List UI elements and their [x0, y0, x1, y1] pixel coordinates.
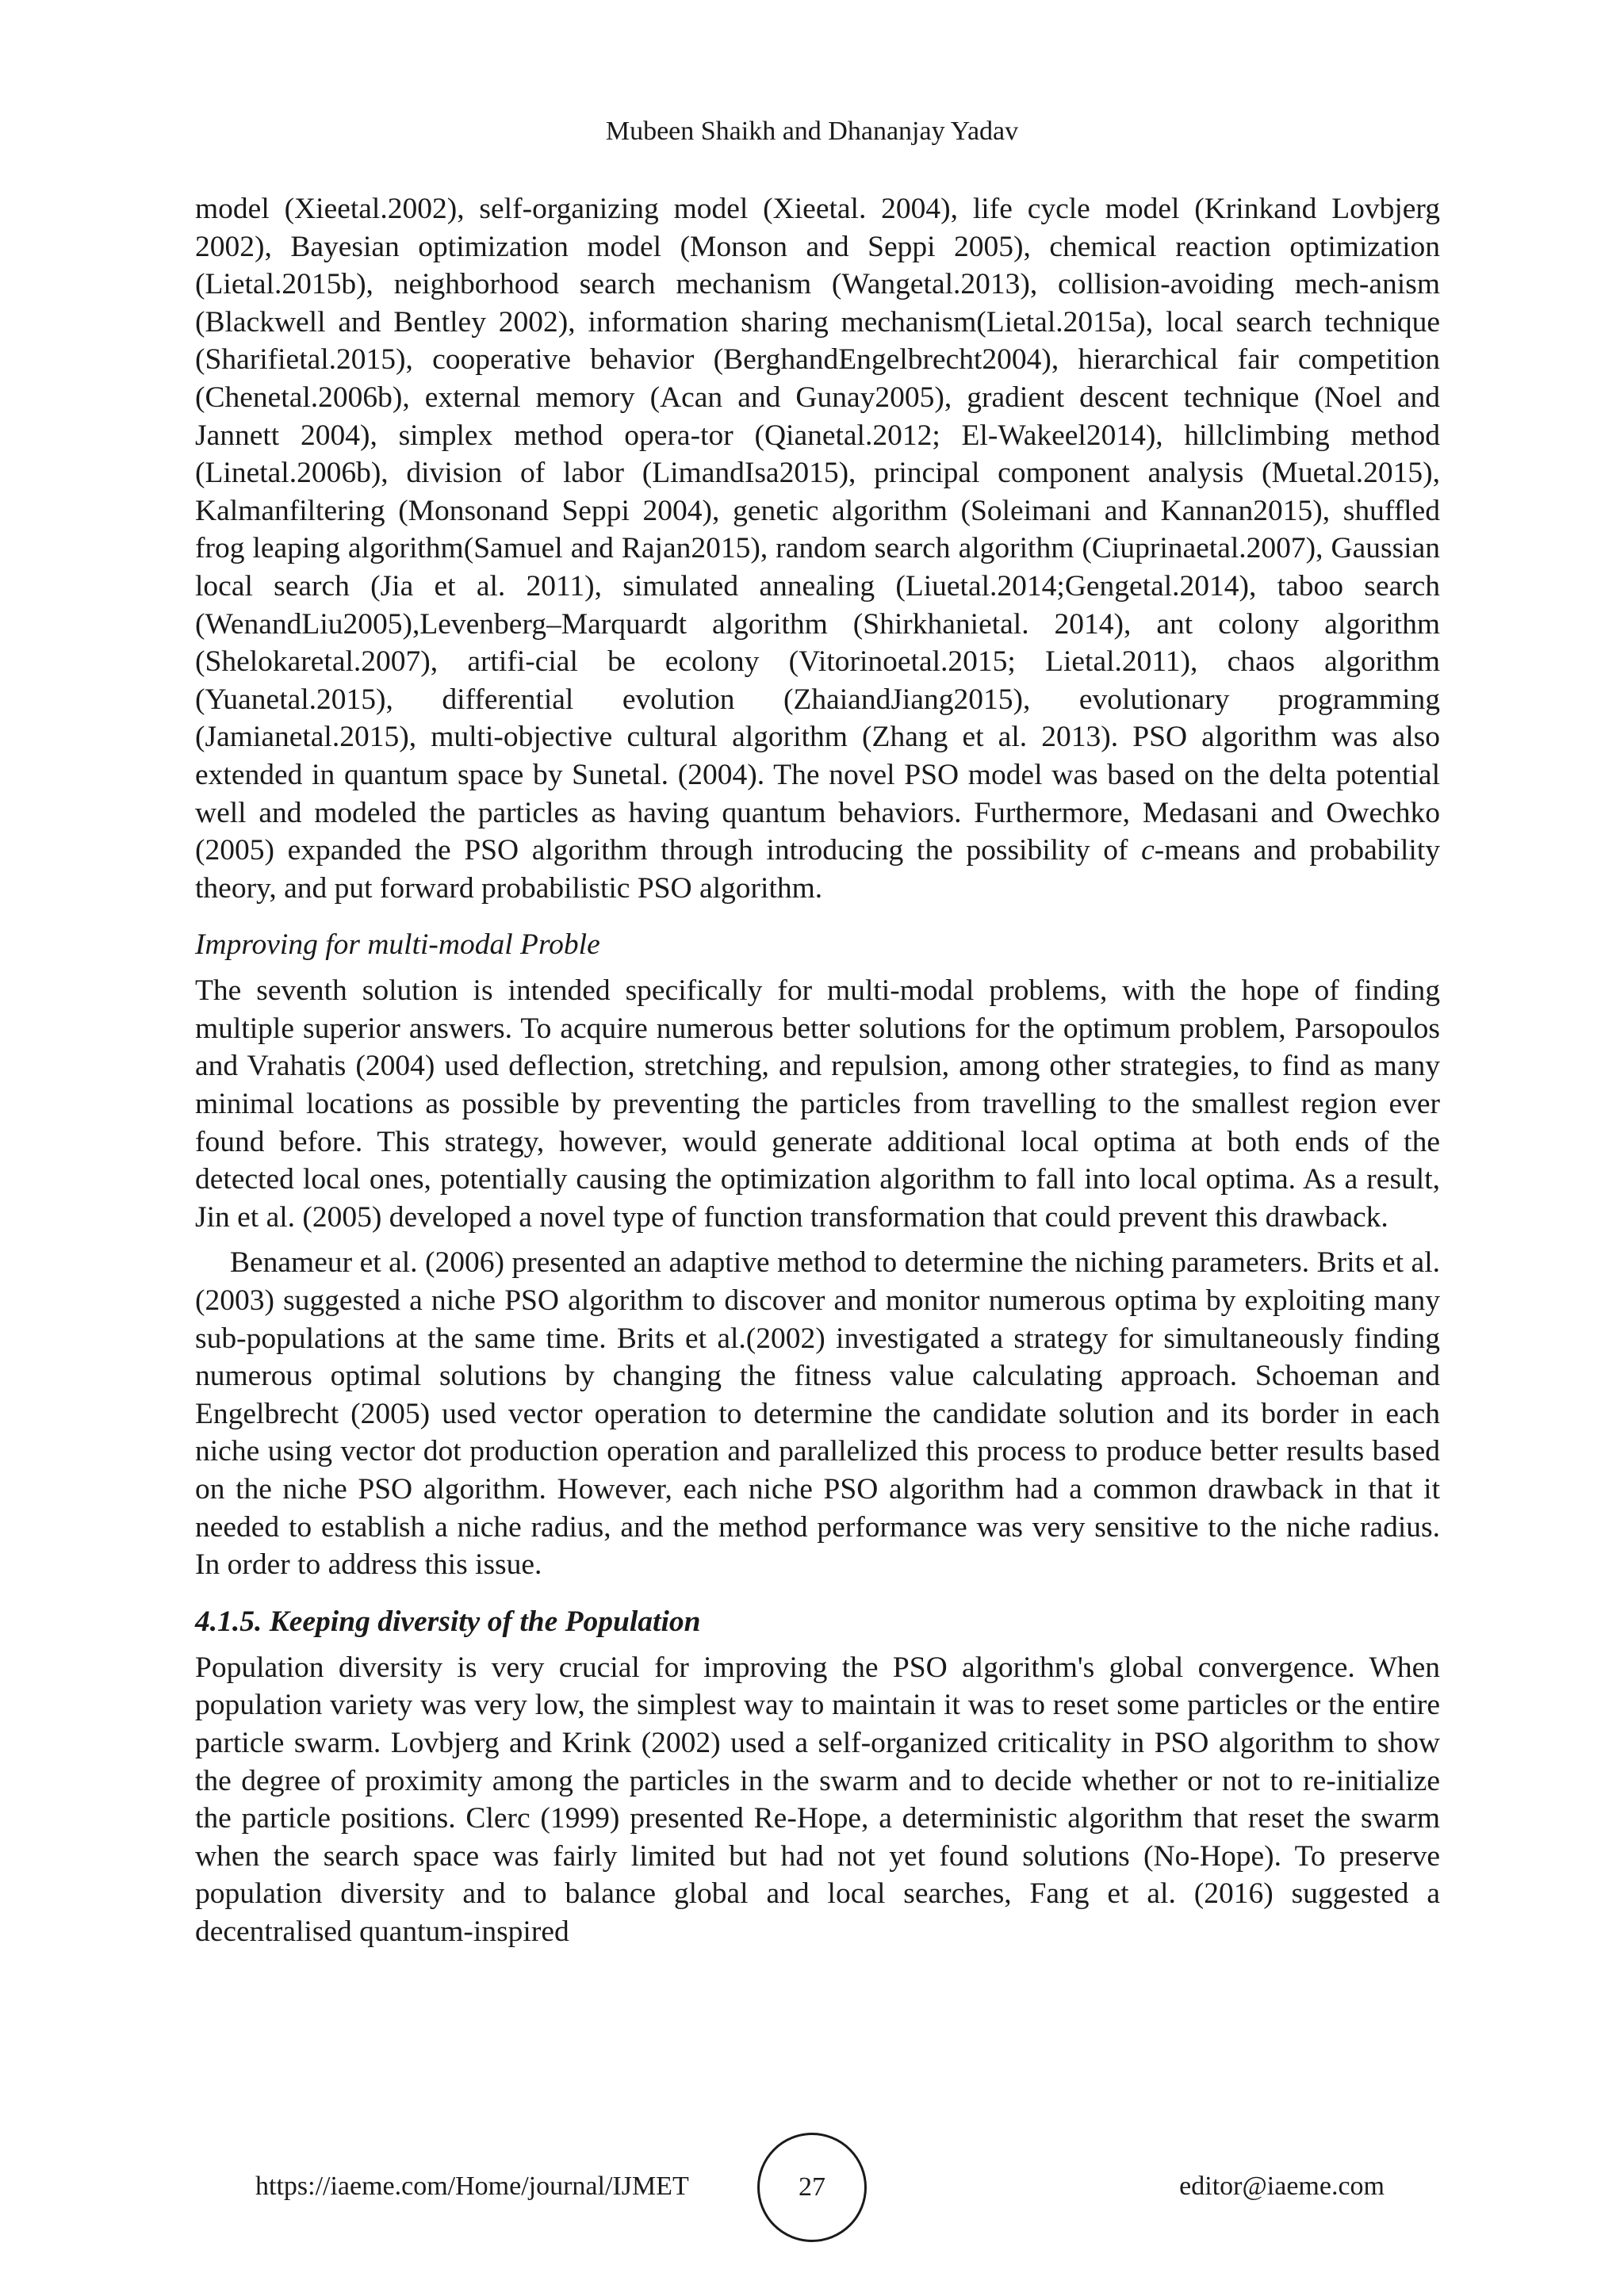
paragraph-multimodal: The seventh solution is intended specifically for multi-modal problems, with the hope of finding multiple superior answers. To acquire numerous better solutions for the optimum problem, Parsopoulos and Vrahatis (2004) used deflection, stretching, and repulsion, among other strategies, to find as many minimal locations as possible by preventing the particles from travelling to the smallest region ever found before. This strategy, however, would generate additional local optima at both ends of the detected local ones, potentially causing the optimization algorithm to fall into local optima. As a result, Jin et al. (2005) developed a novel type of function transformation that could prevent this drawback. — [195, 974, 1440, 1234]
subheading-multimodal: Improving for multi-modal Proble — [195, 928, 600, 962]
running-head: Mubeen Shaikh and Dhananjay Yadav — [605, 117, 1019, 146]
italic-variable: c — [1141, 834, 1155, 867]
paragraph-text-end: -means and probability theory, and put forward probabilistic PSO algorithm. — [195, 834, 1440, 905]
section-heading-diversity: 4.1.5. Keeping diversity of the Population — [195, 1605, 701, 1638]
main-content — [195, 190, 1440, 1951]
page-footer — [0, 2133, 1624, 2244]
footer-journal-url[interactable]: https://iaeme.com/Home/journal/IJMET — [255, 2172, 689, 2201]
paragraph-diversity: Population diversity is very crucial for improving the PSO algorithm's global convergence. When population variety was very low, the simplest way to maintain it was to reset some particles or the entire particle swarm. Lovbjerg and Krink (2002) used a self-organized criticality in PSO algorithm to show the degree of proximity among the particles in the swarm and to decide whether or not to re-initialize the particle positions. Clerc (1999) presented Re-Hope, a deterministic algorithm that reset the swarm when the search space was fairly limited but had not yet found solutions (No-Hope). To preserve population diversity and to balance global and local searches, Fang et al. (2016) suggested a decentralised quantum-inspired — [195, 1651, 1440, 1948]
footer-email[interactable]: editor@iaeme.com — [1179, 2172, 1385, 2201]
paragraph-pso-variants — [195, 190, 1440, 907]
paragraph-niching: Benameur et al. (2006) presented an adaptive method to determine the niching parameters. Brits et al. (2003) suggested a niche PSO algorithm to discover and monitor numerous optima by exploiting many sub-populations at the same time. Brits et al.(2002) investigated a strategy for simultaneously finding numerous optimal solutions by changing the fitness value calculating approach. Schoeman and Engelbrecht (2005) used vector operation to determine the candidate solution and its border in each niche using vector dot production operation and parallelized this process to produce better results based on the niche PSO algorithm. However, each niche PSO algorithm had a common drawback in that it needed to establish a niche radius, and the method performance was very sensitive to the niche radius. In order to address this issue. — [195, 1246, 1440, 1582]
paragraph-text: model (Xieetal.2002), self-organizing model (Xieetal. 2004), life cycle model (Krinkand Lovbjerg 2002), Bayesian optimization model (Monson and Seppi 2005), chemical reaction optimization (Lietal.2015b), neighborhood search mechanism (Wangetal.2013), collision-avoiding mech-anism (Blackwell and Bentley 2002), information sharing mechanism(Lietal.2015a), local search technique (Sharifietal.2015), cooperative behavior (BerghandEngelbrecht2004), hierarchical fair competition (Chenetal.2006b), external memory (Acan and Gunay2005), gradient descent technique (Noel and Jannett 2004), simplex method opera-tor (Qianetal.2012; El-Wakeel2014), hillclimbing method (Linetal.2006b), division of labor (LimandIsa2015), principal component analysis (Muetal.2015), Kalmanfiltering (Monsonand Seppi 2004), genetic algorithm (Soleimani and Kannan2015), shuffled frog leaping algorithm(Samuel and Rajan2015), random search algorithm (Ciuprinaetal.2007), Gaussian local search (Jia et al. 2011), simulated annealing (Liuetal.2014;Gengetal.2014), taboo search (WenandLiu2005),Levenberg–Marquardt algorithm (Shirkhanietal. 2014), ant colony algorithm (Shelokaretal.2007), artifi-cial be ecolony (Vitorinoetal.2015; Lietal.2011), chaos algorithm (Yuanetal.2015), differential evolution (ZhaiandJiang2015), evolutionary programming (Jamianetal.2015), multi-objective cultural algorithm (Zhang et al. 2013). PSO algorithm was also extended in quantum space by Sunetal. (2004). The novel PSO model was based on the delta potential well and modeled the particles as having quantum behaviors. Furthermore, Medasani and Owechko (2005) expanded the PSO algorithm through introducing the possibility of — [195, 193, 1440, 867]
page-number-badge: 27 — [757, 2133, 867, 2242]
